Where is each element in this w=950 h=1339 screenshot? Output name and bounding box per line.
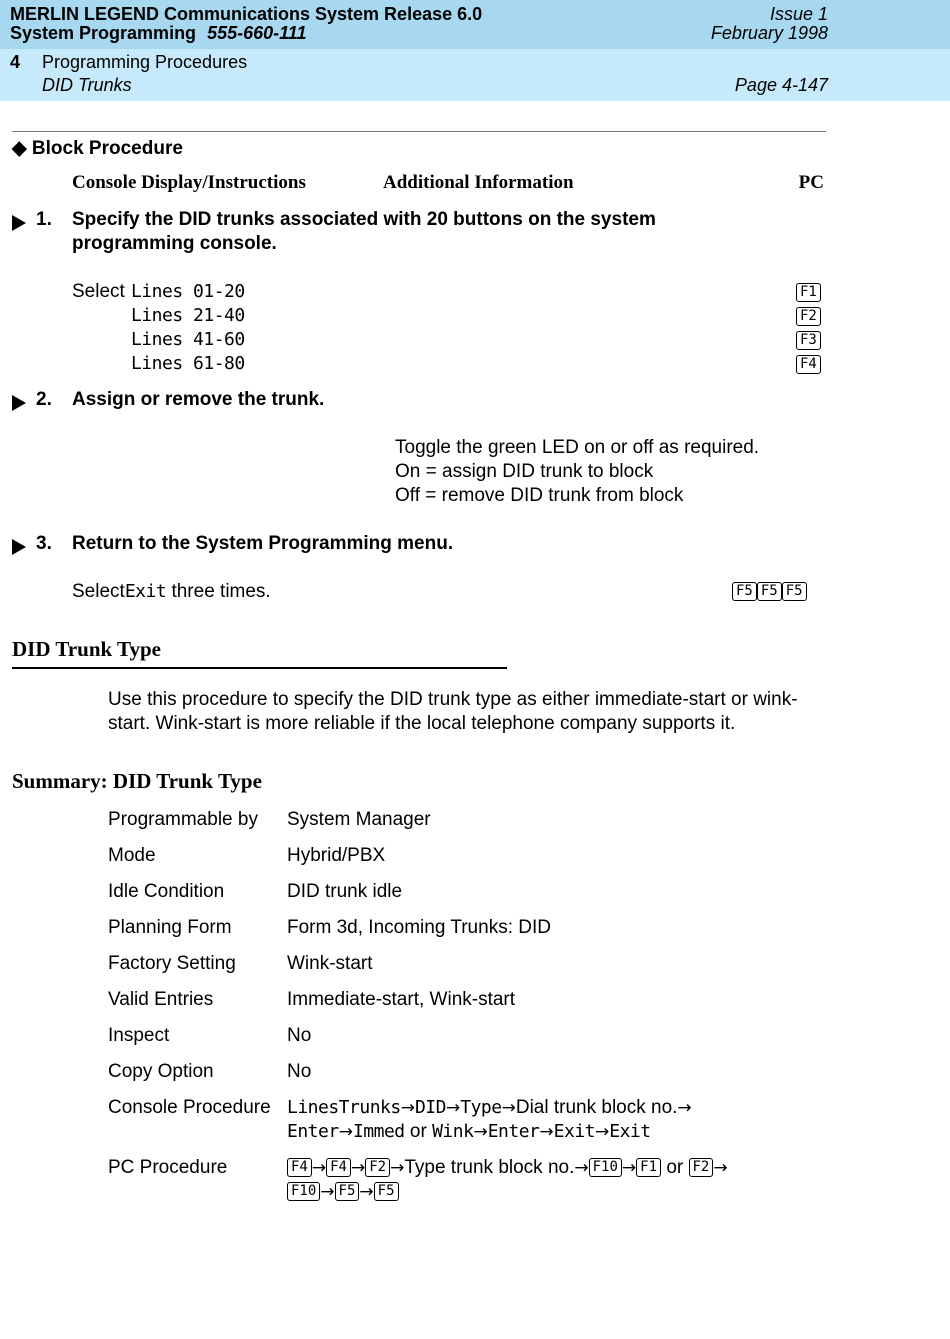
f10-key: F10: [287, 1182, 320, 1201]
console-step: Wink: [432, 1121, 474, 1142]
console-step: Type: [460, 1097, 502, 1118]
arrow-icon: →: [473, 1122, 488, 1142]
summary-label: Idle Condition: [108, 881, 225, 902]
or-text: or: [666, 1157, 684, 1178]
summary-value: Immediate-start, Wink-start: [287, 989, 516, 1010]
option-lines-61-80: Lines 61-80: [131, 353, 245, 374]
step3-number: 3.: [36, 533, 52, 554]
step3-text: Return to the System Programming menu.: [72, 533, 454, 554]
console-step: DID: [414, 1097, 446, 1118]
summary-value: DID trunk idle: [287, 881, 403, 902]
diamond-icon: ◆: [12, 138, 27, 159]
doc-subtitle-text: System Programming: [10, 23, 197, 43]
f1-key: F1: [796, 283, 821, 302]
summary-label: Inspect: [108, 1025, 170, 1046]
f2-key: F2: [796, 307, 821, 326]
summary-label: Valid Entries: [108, 989, 214, 1010]
summary-label: Mode: [108, 845, 156, 866]
summary-label: Planning Form: [108, 917, 232, 938]
col-additional-header: Additional Information: [383, 172, 574, 193]
section-title: DID Trunks: [42, 75, 132, 95]
page-number: Page 4-147: [734, 75, 828, 95]
option-lines-41-60: Lines 41-60: [131, 329, 245, 350]
f5-key: F5: [335, 1182, 360, 1201]
pc-procedure-line1: [287, 1157, 728, 1179]
step1-number: 1.: [36, 209, 52, 230]
console-procedure-label: Console Procedure: [108, 1097, 271, 1118]
f4-key: F4: [796, 355, 821, 374]
console-step: LinesTrunks: [287, 1097, 401, 1118]
arrow-icon: →: [677, 1098, 692, 1118]
summary-value: System Manager: [287, 809, 431, 830]
step2-number: 2.: [36, 389, 52, 410]
step2-info-line1: Toggle the green LED on or off as required.: [395, 437, 760, 458]
summary-value: No: [287, 1061, 312, 1082]
f5-key: F5: [757, 582, 782, 601]
pc-procedure-line2: [287, 1181, 399, 1203]
console-step: Exit: [553, 1121, 595, 1142]
col-console-header: Console Display/Instructions: [72, 172, 306, 193]
summary-value: Hybrid/PBX: [287, 845, 386, 866]
step3-exit-label: Exit: [124, 581, 167, 602]
col-pc-header: PC: [798, 172, 824, 193]
arrow-icon: →: [400, 1098, 415, 1118]
heading-underline: [12, 667, 507, 669]
arrow-icon: →: [621, 1158, 637, 1178]
f1-key: F1: [636, 1158, 661, 1177]
console-procedure-line2: [287, 1121, 651, 1143]
intro-para-line1: Use this procedure to specify the DID trunk type as either immediate-start or wink-: [108, 689, 798, 710]
console-step: Enter: [487, 1121, 540, 1142]
arrow-icon: →: [338, 1122, 353, 1142]
arrow-icon: →: [320, 1182, 335, 1202]
doc-number: 555-660-111: [207, 23, 307, 43]
step3-instruction: [72, 581, 271, 603]
step-arrow-icon: [12, 395, 26, 411]
arrow-icon: →: [350, 1158, 366, 1178]
f2-key: F2: [689, 1158, 714, 1177]
arrow-icon: →: [501, 1098, 516, 1118]
f4-key: F4: [326, 1158, 351, 1177]
console-step: Enter: [287, 1121, 339, 1142]
f5-key: F5: [374, 1182, 399, 1201]
step1-text-line2: programming console.: [72, 233, 277, 254]
f2-key: F2: [365, 1158, 390, 1177]
step-arrow-icon: [12, 215, 26, 231]
option-lines-21-40: Lines 21-40: [131, 305, 245, 326]
arrow-icon: →: [445, 1098, 461, 1118]
summary-value: Form 3d, Incoming Trunks: DID: [287, 917, 551, 938]
doc-title: MERLIN LEGEND Communications System Release 6.0: [10, 4, 483, 24]
step2-info-line2: On = assign DID trunk to block: [395, 461, 654, 482]
block-procedure-heading: [12, 137, 183, 160]
step2-info-line3: Off = remove DID trunk from block: [395, 485, 684, 506]
step2-text: Assign or remove the trunk.: [72, 389, 325, 410]
step3-select-label: Select: [72, 581, 125, 602]
arrow-icon: →: [595, 1122, 610, 1142]
console-step: Exit: [609, 1121, 651, 1142]
pc-step-text: Type trunk block no.: [404, 1157, 575, 1178]
summary-label: Factory Setting: [108, 953, 236, 974]
step3-keys: [732, 582, 807, 601]
step1-text-line1: Specify the DID trunks associated with 20 buttons on the system: [72, 209, 656, 230]
step3-suffix: three times.: [171, 581, 271, 602]
chapter-number: 4: [10, 52, 21, 72]
arrow-icon: →: [359, 1182, 374, 1202]
chapter-title: Programming Procedures: [42, 52, 248, 72]
arrow-icon: →: [390, 1158, 405, 1178]
date: February 1998: [710, 23, 828, 43]
intro-para-line2: start. Wink-start is more reliable if the local telephone company supports it.: [108, 713, 736, 734]
console-procedure-line1: [287, 1097, 692, 1119]
step-arrow-icon: [12, 539, 26, 555]
step1-select-label: Select: [72, 281, 125, 302]
summary-label: Programmable by: [108, 809, 258, 830]
f4-key: F4: [287, 1158, 312, 1177]
block-procedure-title: Block Procedure: [31, 138, 183, 159]
summary-label: Copy Option: [108, 1061, 214, 1082]
summary-value: No: [287, 1025, 312, 1046]
f5-key: F5: [732, 582, 757, 601]
arrow-icon: →: [713, 1158, 728, 1178]
f5-key: F5: [782, 582, 807, 601]
did-trunk-type-heading: DID Trunk Type: [12, 637, 161, 661]
arrow-icon: →: [574, 1158, 589, 1178]
arrow-icon: →: [311, 1158, 327, 1178]
top-rule: [12, 131, 826, 132]
summary-value: Wink-start: [287, 953, 373, 974]
console-step: Dial trunk block no.: [515, 1097, 678, 1118]
arrow-icon: →: [539, 1122, 554, 1142]
option-lines-01-20: Lines 01-20: [131, 281, 245, 302]
f10-key: F10: [589, 1158, 622, 1177]
summary-heading: Summary: DID Trunk Type: [12, 769, 262, 793]
or-text: or: [409, 1121, 427, 1142]
pc-procedure-label: PC Procedure: [108, 1157, 228, 1178]
issue: Issue 1: [769, 4, 828, 24]
f3-key: F3: [796, 331, 821, 350]
doc-subtitle: [10, 23, 307, 44]
console-step: Immed: [352, 1121, 405, 1142]
